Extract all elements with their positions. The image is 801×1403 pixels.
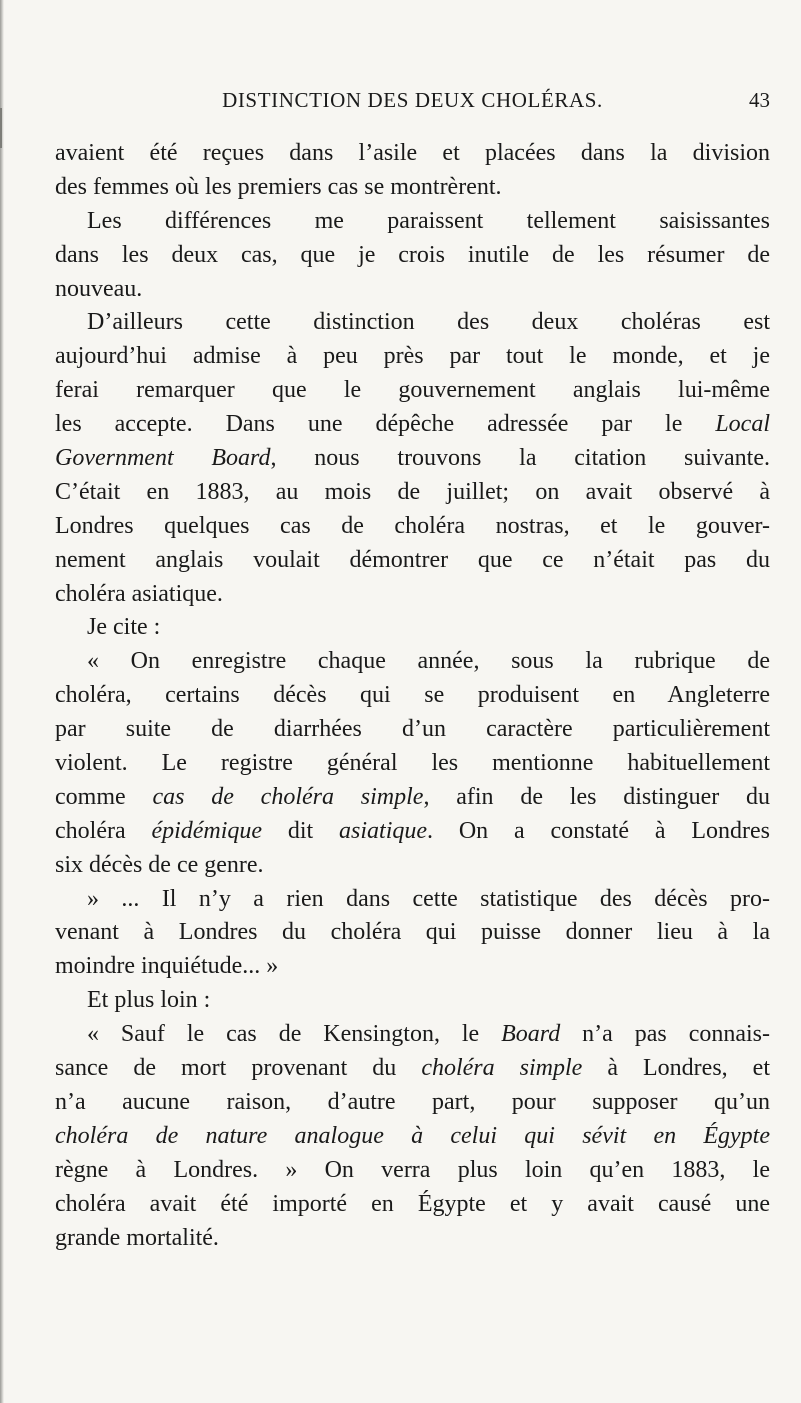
text-line: dans les deux cas, que je crois inutile de les résumer de — [55, 241, 770, 268]
page-edge-mark — [0, 108, 2, 148]
text-run: sance de mort provenant du — [55, 1055, 422, 1082]
paragraph — [55, 611, 770, 645]
paragraph — [55, 306, 770, 611]
text-run: dit — [262, 817, 340, 844]
text-line: nouveau. — [55, 275, 143, 302]
page-number: 43 — [749, 88, 770, 112]
italic-text: Local — [715, 411, 770, 438]
italic-text: Board — [501, 1021, 561, 1048]
text-line: six décès de ce genre. — [55, 851, 264, 878]
text-line: choléra, certains décès qui se produisent en Angleterre — [55, 682, 770, 709]
page-edge-shadow — [0, 0, 4, 1403]
running-head: DISTINCTION DES DEUX CHOLÉRAS. — [222, 88, 603, 112]
text-line — [55, 408, 770, 442]
italic-text: épidémique — [151, 817, 263, 844]
text-line: violent. Le registre général les mentionne habituellement — [55, 750, 770, 777]
italic-text: Government Board — [55, 445, 271, 472]
text-line: choléra asiatique. — [55, 580, 223, 607]
text-run: à Londres, et — [582, 1055, 770, 1082]
text-line: Et plus loin : — [87, 987, 211, 1014]
text-line — [55, 1120, 770, 1154]
text-line: règne à Londres. » On verra plus loin qu’en 1883, le — [55, 1156, 770, 1183]
text-line: avaient été reçues dans l’asile et placées dans la division — [55, 140, 770, 166]
italic-text: cas de choléra simple — [152, 783, 424, 810]
text-line: ferai remarquer que le gouvernement anglais lui-même — [55, 377, 770, 404]
text-run: , afin de les distinguer du — [423, 783, 771, 810]
italic-text: asiatique — [339, 817, 428, 844]
text-line: moindre inquiétude... » — [55, 953, 279, 980]
text-run: , nous trouvons la citation suivante. — [270, 445, 770, 472]
page-header — [55, 88, 770, 120]
text-line: venant à Londres du choléra qui puisse donner lieu à la — [55, 919, 770, 946]
text-run: choléra — [55, 817, 152, 844]
text-line: « On enregistre chaque année, sous la rubrique de — [87, 648, 770, 675]
text-run: comme — [55, 783, 153, 810]
body-text — [55, 137, 770, 1255]
text-run: « Sauf le cas de Kensington, le — [87, 1021, 502, 1048]
text-line: Je cite : — [87, 614, 161, 641]
paragraph — [55, 205, 770, 307]
italic-text: choléra de nature analogue à celui qui sévit en Égypte — [55, 1122, 770, 1149]
text-line: des femmes où les premiers cas se montrèrent. — [55, 173, 502, 200]
paragraph — [55, 137, 770, 205]
text-line: nement anglais voulait démontrer que ce n’était pas du — [55, 546, 770, 573]
text-line: Les différences me paraissent tellement saisissantes — [87, 207, 770, 234]
text-line: » ... Il n’y a rien dans cette statistique des décès pro- — [87, 885, 770, 912]
paragraph — [55, 984, 770, 1018]
paragraph — [55, 1018, 770, 1255]
text-line — [55, 815, 770, 849]
text-line: Londres quelques cas de choléra nostras, et le gouver- — [55, 512, 770, 539]
text-line — [55, 442, 770, 476]
text-line — [55, 781, 770, 815]
text-line — [55, 1052, 770, 1086]
text-line — [55, 1018, 770, 1052]
text-line: aujourd’hui admise à peu près par tout le monde, et je — [55, 343, 770, 370]
text-line: C’était en 1883, au mois de juillet; on avait observé à — [55, 478, 770, 505]
text-line: choléra avait été importé en Égypte et y avait causé une — [55, 1190, 770, 1217]
text-run: . On a constaté à Londres — [427, 817, 770, 844]
italic-text: choléra simple — [421, 1055, 583, 1082]
text-run: les accepte. Dans une dépêche adressée par le — [55, 411, 716, 438]
text-run: n’a pas connais- — [560, 1021, 770, 1048]
text-line: grande mortalité. — [55, 1224, 219, 1251]
text-line: D’ailleurs cette distinction des deux choléras est — [87, 309, 770, 336]
paragraph — [55, 883, 770, 985]
paragraph — [55, 645, 770, 882]
text-line: par suite de diarrhées d’un caractère particulièrement — [55, 716, 770, 743]
text-line: n’a aucune raison, d’autre part, pour supposer qu’un — [55, 1088, 770, 1115]
book-page — [55, 88, 770, 1255]
